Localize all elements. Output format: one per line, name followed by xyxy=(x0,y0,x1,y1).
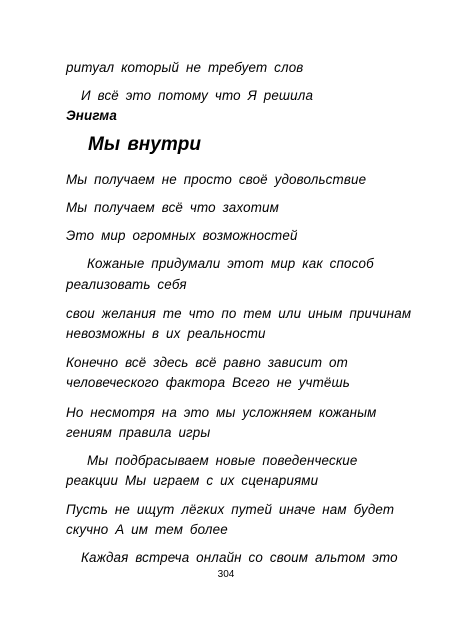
text-line: свои желания те что по тем или иным причинам xyxy=(66,306,412,321)
speaker-name: Энигма xyxy=(66,108,117,123)
text-line: Конечно всё здесь всё равно зависит от xyxy=(66,355,348,370)
text-line: Кожаные придумали этот мир как способ xyxy=(87,256,374,271)
text-line: Мы получаем не просто своё удовольствие xyxy=(66,172,367,187)
page-number: 304 xyxy=(217,569,235,580)
text-line: Мы получаем всё что захотим xyxy=(66,200,279,215)
text-line: гениям правила игры xyxy=(66,425,211,440)
text-line: Это мир огромных возможностей xyxy=(66,228,298,243)
text-line: И всё это потому что Я решила xyxy=(81,88,314,103)
text-line: скучно А им тем более xyxy=(66,522,228,537)
text-line: человеческого фактора Всего не учтёшь xyxy=(66,375,350,390)
text-line: Каждая встреча онлайн со своим альтом это xyxy=(81,550,398,565)
text-line: невозможны в их реальности xyxy=(66,326,266,341)
text-line: ритуал который не требует слов xyxy=(66,60,304,75)
text-line: реализовать себя xyxy=(66,277,187,292)
text-line: Но несмотря на это мы усложняем кожаным xyxy=(66,405,377,420)
text-line: реакции Мы играем с их сценариями xyxy=(66,473,319,488)
chapter-title: Мы внутри xyxy=(88,134,201,155)
text-line: Мы подбрасываем новые поведенческие xyxy=(87,453,358,468)
text-line: Пусть не ищут лёгких путей иначе нам будет xyxy=(66,502,395,517)
